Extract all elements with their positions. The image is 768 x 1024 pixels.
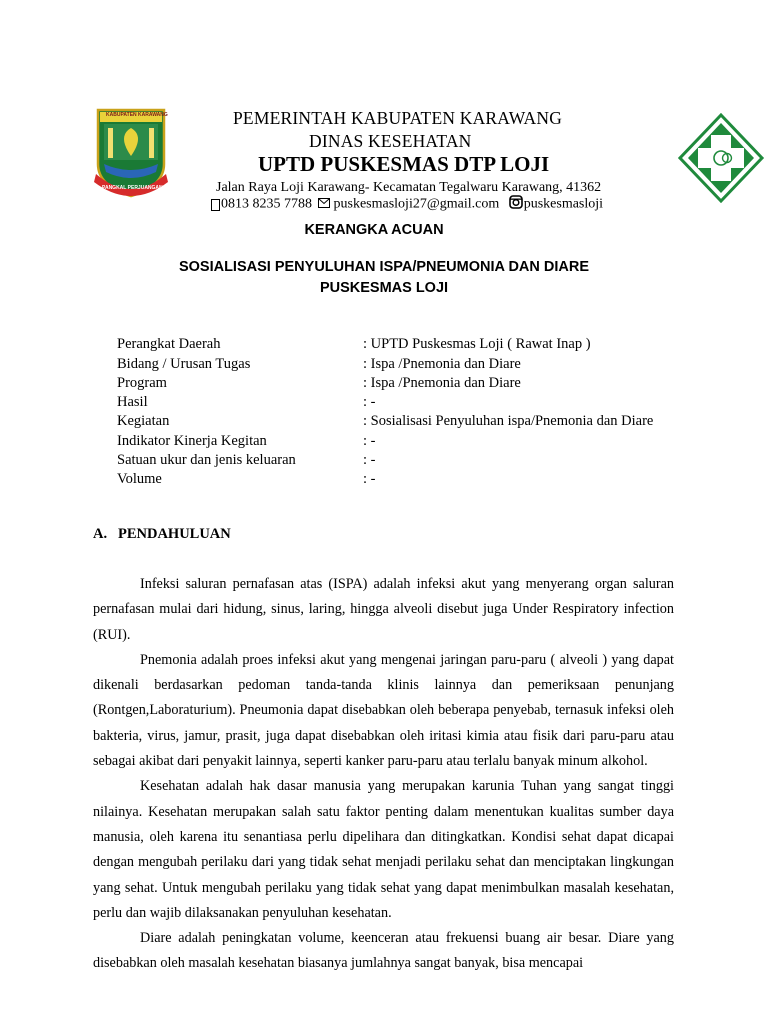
header-line-government: PEMERINTAH KABUPATEN KARAWANG bbox=[233, 108, 563, 128]
instagram-icon bbox=[509, 195, 523, 214]
kabupaten-karawang-logo bbox=[90, 106, 172, 202]
meta-label: Program bbox=[117, 375, 167, 391]
meta-label: Bidang / Urusan Tugas bbox=[117, 356, 251, 372]
phone-icon bbox=[211, 199, 220, 211]
meta-label: Satuan ukur dan jenis keluaran bbox=[117, 452, 296, 468]
puskesmas-cross-logo bbox=[678, 113, 764, 203]
logo-banner-text: KABUPATEN KARAWANG bbox=[106, 112, 168, 118]
meta-label: Indikator Kinerja Kegitan bbox=[117, 433, 267, 449]
meta-label: Perangkat Daerah bbox=[117, 336, 221, 352]
paragraph: Pnemonia adalah proes infeksi akut yang mengenai jaringan paru-paru ( alveoli ) yang dapat dikenali berdasarkan pedoman tanda-tanda klinis lainnya dan pemeriksaan penunjang (Rontgen,Laboraturium). Pneumonia dapat disebabkan oleh beberapa penyebab, ternasuk infeksi oleh bakteria, virus, jamur, prasit, juga dapat disebabkan oleh iritasi kimia atau fisik dari paru-paru atau sebagai akibat dari penyakit lainnya, seperti kanker paru-paru atau terlalu banyak minum alkohol. bbox=[93, 651, 674, 770]
section-body bbox=[93, 572, 674, 977]
meta-value: : UPTD Puskesmas Loji ( Rawat Inap ) bbox=[363, 336, 591, 352]
document-title-line2: PUSKESMAS LOJI bbox=[319, 280, 449, 296]
meta-label: Hasil bbox=[117, 394, 148, 410]
meta-value: : - bbox=[363, 433, 376, 449]
section-heading: A. PENDAHULUAN bbox=[93, 526, 231, 542]
paragraph: Diare adalah peningkatan volume, keenceran atau frekuensi buang air besar. Diare yang disebabkan oleh masalah kesehatan biasanya jumlahnya sangat banyak, bisa mencapai bbox=[93, 930, 674, 972]
meta-label: Kegiatan bbox=[117, 413, 170, 429]
meta-value: : Ispa /Pnemonia dan Diare bbox=[363, 356, 521, 372]
meta-value: : Ispa /Pnemonia dan Diare bbox=[363, 375, 521, 391]
document-title-line1: SOSIALISASI PENYULUHAN ISPA/PNEUMONIA DAN DIARE bbox=[178, 259, 590, 275]
meta-value: : - bbox=[363, 452, 376, 468]
header-address: Jalan Raya Loji Karawang- Kecamatan Tegalwaru Karawang, 41362 bbox=[216, 180, 602, 195]
header-contact-line bbox=[211, 195, 603, 214]
contact-email: puskesmasloji27@gmail.com bbox=[333, 196, 500, 212]
logo-ribbon-text: PANGKAL PERJUANGAN bbox=[102, 185, 163, 191]
header-line-puskesmas: UPTD PUSKESMAS DTP LOJI bbox=[258, 152, 550, 176]
meta-label: Volume bbox=[117, 471, 162, 487]
meta-value: : - bbox=[363, 471, 376, 487]
contact-instagram: puskesmasloji bbox=[523, 196, 604, 212]
meta-value: : Sosialisasi Penyuluhan ispa/Pnemonia dan Diare bbox=[363, 413, 654, 429]
contact-phone: 0813 8235 7788 bbox=[221, 196, 312, 212]
meta-value: : - bbox=[363, 394, 376, 410]
header-line-office: DINAS KESEHATAN bbox=[309, 131, 472, 151]
paragraph: Kesehatan adalah hak dasar manusia yang merupakan karunia Tuhan yang sangat tinggi nilainya. Kesehatan merupakan salah satu faktor penting dalam menentukan kualitas sumber daya manusia, oleh karena itu senantiasa perlu dipelihara dan ditingkatkan. Kondisi sehat dapat dicapai dengan mengubah perilaku dari yang tidak sehat menjadi perilaku sehat dan menciptakan lingkungan yang sehat. Untuk mengubah perilaku yang tidak sehat yang dapat menimbulkan masalah kesehatan, perlu dan wajib dilaksanakan penyuluhan kesehatan. bbox=[93, 778, 674, 921]
paragraph: Infeksi saluran pernafasan atas (ISPA) adalah infeksi akut yang menyerang organ saluran pernafasan mulai dari hidung, sinus, laring, hingga alveoli disebut juga Under Respiratory infection (RUI). bbox=[93, 576, 674, 643]
document-kind: KERANGKA ACUAN bbox=[304, 222, 444, 238]
mail-icon bbox=[318, 197, 330, 213]
